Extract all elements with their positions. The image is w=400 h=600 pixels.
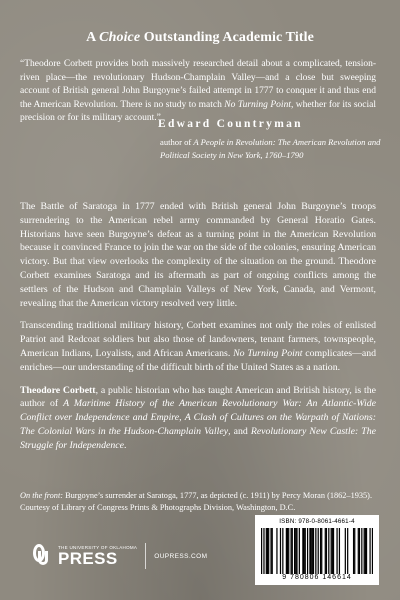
p2-part-2: complicates—and enriches—our understanding of the difficult birth of the United States as a nation. (20, 347, 376, 373)
barcode-bar (326, 528, 327, 574)
barcode-bar (296, 528, 297, 574)
barcode-bars (261, 528, 373, 574)
bio-sep-2: , and (228, 425, 251, 437)
barcode-bar (267, 528, 268, 574)
barcode-bar (303, 528, 304, 574)
bio-title-1: A Maritime History of the American Revolutionary War: An Atlantic-Wide Conflict over Independence and Empire (20, 398, 376, 424)
barcode-bar (321, 528, 322, 574)
award-emphasis: Choice (99, 30, 141, 45)
barcode-bar (272, 528, 273, 574)
barcode-bar (353, 528, 354, 574)
barcode-bar (320, 528, 321, 574)
barcode-bar (261, 528, 262, 574)
endorsement-quote (20, 58, 376, 126)
credit-label: On the front: (20, 491, 64, 500)
bio-sep-1: , (179, 412, 185, 424)
barcode-bar (295, 528, 296, 574)
cover-credit (20, 490, 376, 513)
endorser-description (160, 136, 390, 161)
credit-text: Burgoyne’s surrender at Saratoga, 1777, as depicted (c. 1911) by Percy Moran (1862–1935). Courtesy of Library of Congress Prints & Photographs Division, Washington, D.C. (20, 491, 373, 512)
isbn-label: ISBN: 978-0-8061-4661-4 (279, 518, 355, 525)
barcode-bar (286, 528, 287, 574)
barcode-bar (358, 528, 359, 574)
bio-part-1: , a public historian who has taught American and British history, is the author of (20, 384, 376, 410)
barcode-bar (345, 528, 346, 574)
barcode-bar (359, 528, 360, 574)
barcode-bar (266, 528, 267, 574)
isbn-barcode (255, 515, 379, 585)
barcode-number: 9 780806 146614 (282, 574, 352, 581)
barcode-bar (311, 528, 312, 574)
barcode-bar (282, 528, 283, 574)
press-university-name: THE UNIVERSITY OF OKLAHOMA (58, 545, 138, 550)
quote-book-title: No Turning Point (224, 99, 291, 110)
p2-book-title: No Turning Point (233, 347, 303, 359)
barcode-bar (365, 528, 366, 574)
barcode-bar (302, 528, 303, 574)
barcode-bar (336, 528, 337, 574)
barcode-bar (339, 528, 340, 574)
author-name: Theodore Corbett (20, 384, 96, 396)
bio-title-2: A Clash of Cultures on the Warpath of Nations: The Colonial Wars in the Hudson-Champlain Valley (20, 412, 376, 437)
description-paragraph-1: The Battle of Saratoga in 1777 ended with British general John Burgoyne’s troops surrendering to the American rebel army commanded by General Horatio Gates. Historians have seen Burgoyne’s defeat as a turning point in the American Revolution because it convinced France to join the war on the side of the colonies, ensuring American victory. But that view overlooks the complexity of the situation on the ground. Theodore Corbett examines Saratoga and its aftermath as part of ongoing conflicts among the settlers of the Hudson and Champlain Valleys of New York, Canada, and Vermont, revealing that the American victory resolved very little. (20, 201, 376, 309)
description-paragraph-2 (20, 319, 376, 374)
barcode-bar (372, 528, 373, 574)
barcode-bar (318, 528, 319, 574)
barcode-bar (366, 528, 367, 574)
barcode-bar (364, 528, 365, 574)
barcode-bar (305, 528, 306, 574)
barcode-bar (294, 528, 295, 574)
barcode-bar (268, 528, 269, 574)
barcode-bar (333, 528, 334, 574)
barcode-bar (369, 528, 370, 574)
barcode-bar (331, 528, 332, 574)
barcode-bar (280, 528, 281, 574)
barcode-bar (288, 528, 289, 574)
barcode-bar (325, 528, 326, 574)
barcode-bar (328, 528, 329, 574)
barcode-bar (315, 528, 316, 574)
book-description (20, 200, 376, 462)
quote-part-2: , whether for its social precision or for its military account.” (20, 99, 376, 124)
barcode-bar (276, 528, 277, 574)
p2-part-1: Transcending traditional military history, Corbett examines not only the roles of enlisted Patriot and Redcoat soldiers but also those of landowners, tenant farmers, townspeople, American Indians, Loyalists, and African Americans. (20, 320, 376, 359)
endorser-name: Edward Countryman (158, 118, 303, 130)
endorser-desc-prefix: author of (160, 137, 194, 147)
barcode-bar (312, 528, 313, 574)
press-wordmark (58, 545, 137, 567)
award-heading (0, 30, 400, 46)
award-suffix: Outstanding Academic Title (140, 30, 314, 45)
barcode-bar (287, 528, 288, 574)
barcode-bar (290, 528, 291, 574)
award-prefix: A (86, 30, 100, 45)
barcode-bar (361, 528, 362, 574)
barcode-bar (292, 528, 293, 574)
barcode-bar (270, 528, 271, 574)
publisher-block (32, 543, 207, 569)
ou-logo-icon (32, 543, 52, 569)
publisher-url: OUPRESS.COM (154, 552, 208, 560)
barcode-bar (309, 528, 310, 574)
barcode-bar (347, 528, 348, 574)
bio-title-3: Revolutionary New Castle: The Struggle for Independence (20, 425, 376, 451)
publisher-divider (145, 543, 146, 569)
endorser-book-title: A People in Revolution: The American Revolution and Political Society in New York, 1760–1790 (160, 137, 381, 160)
barcode-bar (299, 528, 300, 574)
barcode-bar (263, 528, 264, 574)
author-bio (20, 384, 376, 453)
barcode-bar (313, 528, 314, 574)
barcode-bar (307, 528, 308, 574)
barcode-bar (354, 528, 355, 574)
quote-part-1: “Theodore Corbett provides both massively researched detail about a complicated, tension-riven place—the revolutionary Hudson-Champlain Valley—and a close but sweeping account of British general John Burgoyne’s failed attempt in 1777 to conquer it and thus end the American Revolution. There is no study to match (20, 59, 376, 110)
bio-end: . (123, 439, 127, 451)
press-name: PRESS (58, 549, 118, 568)
barcode-bar (332, 528, 333, 574)
